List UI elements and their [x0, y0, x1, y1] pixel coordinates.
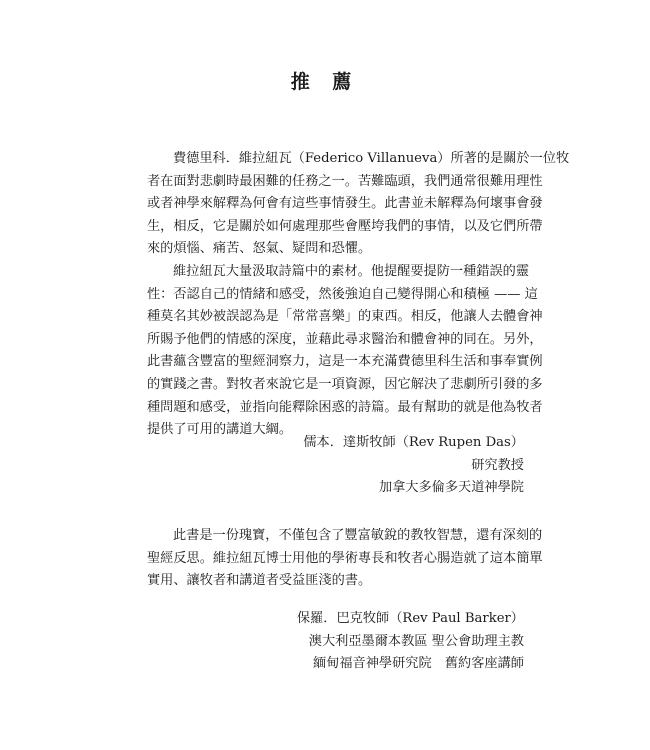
signature-name: 保羅．巴克牧師（Rev Paul Barker） — [296, 611, 524, 626]
text-line: 者在面對悲劇時最困難的任務之一。苦難臨頭，我們通常很難用理性 — [147, 173, 543, 189]
text-line: 聖經反思。維拉紐瓦博士用他的學術專長和牧者心腸造就了這本簡單 — [147, 550, 543, 566]
signature-1 — [303, 432, 524, 500]
text-line: 或者神學來解釋為何會有這些事情發生。此書並未解釋為何壞事會發 — [147, 196, 543, 212]
text-line: 的實踐之書。對牧者來說它是一項資源，因它解決了悲劇所引發的多 — [147, 376, 543, 392]
page-title: 推 薦 — [290, 71, 360, 93]
signature-role: 研究教授 — [471, 457, 524, 473]
text-line: 提供了可用的講道大綱。 — [147, 422, 293, 438]
text-line: 性：否認自己的情緒和感受，然後強迫自己變得開心和積極 —— 這 — [147, 286, 538, 302]
text-line: 生，相反，它是關於如何處理那些會壓垮我們的事情，以及它們所帶 — [147, 218, 543, 234]
text-line: 來的煩惱、痛苦、怒氣、疑問和恐懼。 — [147, 241, 372, 257]
text-line: 實用、讓牧者和講道者受益匪淺的書。 — [147, 573, 372, 589]
text-line: 種問題和感受，並指向能釋除困惑的詩篇。最有幫助的就是他為牧者 — [147, 399, 543, 415]
signature-2 — [297, 608, 524, 676]
signature-institution: 加拿大多倫多天道神學院 — [378, 480, 524, 496]
text-line: 費德里科．維拉紐瓦（Federico Villanueva）所著的是關於一位牧 — [173, 151, 570, 166]
signature-role: 澳大利亞墨爾本教區 聖公會助理主教 — [308, 633, 524, 649]
recommendation-1-paragraph-2 — [147, 261, 543, 442]
signature-name: 儒本．達斯牧師（Rev Rupen Das） — [303, 435, 524, 450]
recommendation-2-paragraph-1 — [147, 525, 543, 593]
text-line: 所賜予他們的情感的深度，並藉此尋求醫治和體會神的同在。另外， — [147, 331, 543, 347]
text-line: 此書蘊含豐富的聖經洞察力，這是一本充滿費德里科生活和事奉實例 — [147, 354, 543, 370]
signature-institution: 緬甸福音神學研究院 舊約客座講師 — [313, 656, 524, 672]
text-line: 種莫名其妙被誤認為是「常常喜樂」的東西。相反，他讓人去體會神 — [147, 309, 543, 325]
recommendation-1-paragraph-1 — [147, 148, 570, 261]
text-line: 維拉紐瓦大量汲取詩篇中的素材。他提醒要提防一種錯誤的靈 — [173, 264, 530, 279]
text-line: 此書是一份瑰寶，不僅包含了豐富敏銳的教牧智慧，還有深刻的 — [173, 528, 543, 543]
